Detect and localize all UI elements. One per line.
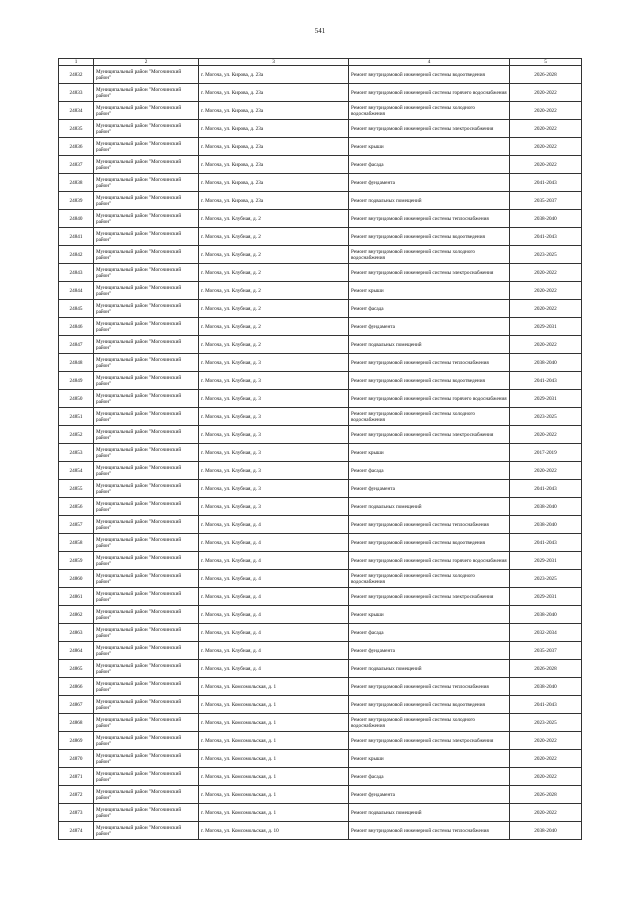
period-cell: 2020-2022 [510,138,582,156]
work-type-cell: Ремонт внутридомовой инженерной системы холодного водоснабжения [349,246,510,264]
address-cell: г. Могоча, ул. Кирова, д. 23а [199,156,349,174]
work-type-cell: Ремонт внутридомовой инженерной системы водоотведения [349,372,510,390]
address-cell: г. Могоча, ул. Клубная, д. 4 [199,516,349,534]
table-row [59,300,582,318]
municipality-cell: Муниципальный район "Могочинский район" [94,552,199,570]
municipality-cell: Муниципальный район "Могочинский район" [94,696,199,714]
municipality-cell: Муниципальный район "Могочинский район" [94,390,199,408]
period-cell: 2023-2025 [510,570,582,588]
municipality-cell: Муниципальный район "Могочинский район" [94,588,199,606]
period-cell: 2041-2043 [510,480,582,498]
row-id-cell: 24860 [59,570,94,588]
period-cell: 2020-2022 [510,426,582,444]
period-cell: 2038-2040 [510,822,582,840]
municipality-cell: Муниципальный район "Могочинский район" [94,426,199,444]
address-cell: г. Могоча, ул. Клубная, д. 2 [199,300,349,318]
period-cell: 2038-2040 [510,210,582,228]
work-type-cell: Ремонт внутридомовой инженерной системы горячего водоснабжения [349,552,510,570]
row-id-cell: 24855 [59,480,94,498]
period-cell: 2023-2025 [510,714,582,732]
work-type-cell: Ремонт крыши [349,606,510,624]
address-cell: г. Могоча, ул. Клубная, д. 3 [199,426,349,444]
municipality-cell: Муниципальный район "Могочинский район" [94,480,199,498]
municipality-cell: Муниципальный район "Могочинский район" [94,120,199,138]
table-row [59,678,582,696]
address-cell: г. Могоча, ул. Клубная, д. 3 [199,408,349,426]
period-cell: 2026-2028 [510,786,582,804]
table-row [59,750,582,768]
period-cell: 2020-2022 [510,804,582,822]
work-type-cell: Ремонт крыши [349,750,510,768]
row-id-cell: 24832 [59,66,94,84]
municipality-cell: Муниципальный район "Могочинский район" [94,264,199,282]
work-type-cell: Ремонт фасада [349,462,510,480]
table-row [59,822,582,840]
period-cell: 2020-2022 [510,264,582,282]
municipality-cell: Муниципальный район "Могочинский район" [94,156,199,174]
period-cell: 2041-2043 [510,228,582,246]
address-cell: г. Могоча, ул. Клубная, д. 4 [199,534,349,552]
table-row [59,444,582,462]
address-cell: г. Могоча, ул. Клубная, д. 3 [199,498,349,516]
municipality-cell: Муниципальный район "Могочинский район" [94,624,199,642]
address-cell: г. Могоча, ул. Комсомольская, д. 1 [199,786,349,804]
table-row [59,336,582,354]
address-cell: г. Могоча, ул. Клубная, д. 4 [199,570,349,588]
municipality-cell: Муниципальный район "Могочинский район" [94,498,199,516]
table-row [59,570,582,588]
address-cell: г. Могоча, ул. Клубная, д. 4 [199,624,349,642]
municipality-cell: Муниципальный район "Могочинский район" [94,192,199,210]
address-cell: г. Могоча, ул. Комсомольская, д. 10 [199,822,349,840]
row-id-cell: 24871 [59,768,94,786]
address-cell: г. Могоча, ул. Клубная, д. 2 [199,264,349,282]
table-row [59,372,582,390]
table-row [59,462,582,480]
municipality-cell: Муниципальный район "Могочинский район" [94,84,199,102]
row-id-cell: 24846 [59,318,94,336]
municipality-cell: Муниципальный район "Могочинский район" [94,822,199,840]
period-cell: 2032-2034 [510,624,582,642]
municipality-cell: Муниципальный район "Могочинский район" [94,732,199,750]
address-cell: г. Могоча, ул. Клубная, д. 3 [199,354,349,372]
municipality-cell: Муниципальный район "Могочинский район" [94,282,199,300]
work-type-cell: Ремонт фасада [349,768,510,786]
work-type-cell: Ремонт подвальных помещений [349,660,510,678]
municipality-cell: Муниципальный район "Могочинский район" [94,750,199,768]
work-type-cell: Ремонт внутридомовой инженерной системы теплоснабжения [349,354,510,372]
column-header-5: 5 [510,59,582,66]
row-id-cell: 24862 [59,606,94,624]
period-cell: 2026-2028 [510,660,582,678]
period-cell: 2029-2031 [510,390,582,408]
period-cell: 2029-2031 [510,588,582,606]
municipality-cell: Муниципальный район "Могочинский район" [94,66,199,84]
period-cell: 2029-2031 [510,318,582,336]
table-row [59,516,582,534]
municipality-cell: Муниципальный район "Могочинский район" [94,174,199,192]
period-cell: 2041-2043 [510,372,582,390]
period-cell: 2020-2022 [510,282,582,300]
work-type-cell: Ремонт внутридомовой инженерной системы электроснабжения [349,588,510,606]
municipality-cell: Муниципальный район "Могочинский район" [94,246,199,264]
row-id-cell: 24834 [59,102,94,120]
work-type-cell: Ремонт фундамента [349,642,510,660]
row-id-cell: 24859 [59,552,94,570]
work-type-cell: Ремонт фундамента [349,786,510,804]
address-cell: г. Могоча, ул. Клубная, д. 2 [199,318,349,336]
capital-repair-table [58,58,582,840]
period-cell: 2020-2022 [510,84,582,102]
work-type-cell: Ремонт внутридомовой инженерной системы водоотведения [349,696,510,714]
period-cell: 2041-2043 [510,174,582,192]
column-header-4: 4 [349,59,510,66]
table-row [59,390,582,408]
municipality-cell: Муниципальный район "Могочинский район" [94,606,199,624]
column-header-2: 2 [94,59,199,66]
address-cell: г. Могоча, ул. Кирова, д. 23а [199,138,349,156]
table-row [59,174,582,192]
municipality-cell: Муниципальный район "Могочинский район" [94,372,199,390]
row-id-cell: 24853 [59,444,94,462]
table-row [59,426,582,444]
address-cell: г. Могоча, ул. Комсомольская, д. 1 [199,804,349,822]
row-id-cell: 24849 [59,372,94,390]
work-type-cell: Ремонт внутридомовой инженерной системы теплоснабжения [349,210,510,228]
column-number-row [59,59,582,66]
address-cell: г. Могоча, ул. Клубная, д. 3 [199,390,349,408]
period-cell: 2035-2037 [510,642,582,660]
municipality-cell: Муниципальный район "Могочинский район" [94,804,199,822]
table-row [59,192,582,210]
table-row [59,498,582,516]
table-row [59,354,582,372]
table-row [59,624,582,642]
work-type-cell: Ремонт фундамента [349,480,510,498]
table-row [59,642,582,660]
work-type-cell: Ремонт внутридомовой инженерной системы холодного водоснабжения [349,408,510,426]
work-type-cell: Ремонт внутридомовой инженерной системы электроснабжения [349,732,510,750]
address-cell: г. Могоча, ул. Клубная, д. 2 [199,210,349,228]
period-cell: 2041-2043 [510,696,582,714]
municipality-cell: Муниципальный район "Могочинский район" [94,768,199,786]
period-cell: 2038-2040 [510,498,582,516]
address-cell: г. Могоча, ул. Клубная, д. 3 [199,480,349,498]
work-type-cell: Ремонт внутридомовой инженерной системы теплоснабжения [349,822,510,840]
work-type-cell: Ремонт внутридомовой инженерной системы водоотведения [349,228,510,246]
address-cell: г. Могоча, ул. Клубная, д. 4 [199,642,349,660]
table-row [59,228,582,246]
row-id-cell: 24840 [59,210,94,228]
address-cell: г. Могоча, ул. Клубная, д. 2 [199,336,349,354]
row-id-cell: 24841 [59,228,94,246]
work-type-cell: Ремонт внутридомовой инженерной системы теплоснабжения [349,516,510,534]
table-row [59,660,582,678]
work-type-cell: Ремонт внутридомовой инженерной системы водоотведения [349,534,510,552]
table-row [59,102,582,120]
row-id-cell: 24873 [59,804,94,822]
work-type-cell: Ремонт фасада [349,300,510,318]
table-row [59,210,582,228]
period-cell: 2020-2022 [510,768,582,786]
municipality-cell: Муниципальный район "Могочинский район" [94,642,199,660]
table-row [59,552,582,570]
row-id-cell: 24850 [59,390,94,408]
work-type-cell: Ремонт подвальных помещений [349,336,510,354]
address-cell: г. Могоча, ул. Клубная, д. 2 [199,282,349,300]
row-id-cell: 24870 [59,750,94,768]
address-cell: г. Могоча, ул. Клубная, д. 3 [199,372,349,390]
row-id-cell: 24835 [59,120,94,138]
period-cell: 2020-2022 [510,120,582,138]
period-cell: 2020-2022 [510,462,582,480]
table-row [59,120,582,138]
address-cell: г. Могоча, ул. Кирова, д. 23а [199,66,349,84]
work-type-cell: Ремонт внутридомовой инженерной системы холодного водоснабжения [349,570,510,588]
row-id-cell: 24838 [59,174,94,192]
period-cell: 2023-2025 [510,246,582,264]
work-type-cell: Ремонт внутридомовой инженерной системы горячего водоснабжения [349,84,510,102]
work-type-cell: Ремонт внутридомовой инженерной системы холодного водоснабжения [349,714,510,732]
row-id-cell: 24833 [59,84,94,102]
period-cell: 2038-2040 [510,516,582,534]
row-id-cell: 24852 [59,426,94,444]
period-cell: 2020-2022 [510,156,582,174]
table-body [59,66,582,840]
table-row [59,714,582,732]
address-cell: г. Могоча, ул. Клубная, д. 4 [199,588,349,606]
row-id-cell: 24842 [59,246,94,264]
municipality-cell: Муниципальный район "Могочинский район" [94,138,199,156]
column-header-3: 3 [199,59,349,66]
work-type-cell: Ремонт фасада [349,624,510,642]
period-cell: 2020-2022 [510,300,582,318]
period-cell: 2026-2028 [510,66,582,84]
table-row [59,84,582,102]
work-type-cell: Ремонт внутридомовой инженерной системы электроснабжения [349,426,510,444]
address-cell: г. Могоча, ул. Кирова, д. 23а [199,192,349,210]
row-id-cell: 24839 [59,192,94,210]
municipality-cell: Муниципальный район "Могочинский район" [94,408,199,426]
table-row [59,138,582,156]
municipality-cell: Муниципальный район "Могочинский район" [94,714,199,732]
period-cell: 2023-2025 [510,408,582,426]
address-cell: г. Могоча, ул. Клубная, д. 3 [199,462,349,480]
row-id-cell: 24847 [59,336,94,354]
row-id-cell: 24874 [59,822,94,840]
period-cell: 2020-2022 [510,750,582,768]
address-cell: г. Могоча, ул. Комсомольская, д. 1 [199,768,349,786]
municipality-cell: Муниципальный район "Могочинский район" [94,444,199,462]
table-row [59,318,582,336]
address-cell: г. Могоча, ул. Кирова, д. 23а [199,174,349,192]
row-id-cell: 24858 [59,534,94,552]
work-type-cell: Ремонт внутридомовой инженерной системы холодного водоснабжения [349,102,510,120]
address-cell: г. Могоча, ул. Кирова, д. 23а [199,102,349,120]
table-row [59,732,582,750]
table-row [59,282,582,300]
table-row [59,408,582,426]
period-cell: 2035-2037 [510,192,582,210]
work-type-cell: Ремонт внутридомовой инженерной системы водоотведения [349,66,510,84]
row-id-cell: 24868 [59,714,94,732]
municipality-cell: Муниципальный район "Могочинский район" [94,786,199,804]
work-type-cell: Ремонт фундамента [349,174,510,192]
municipality-cell: Муниципальный район "Могочинский район" [94,660,199,678]
municipality-cell: Муниципальный район "Могочинский район" [94,102,199,120]
work-type-cell: Ремонт внутридомовой инженерной системы электроснабжения [349,120,510,138]
table-header [59,59,582,66]
table-row [59,246,582,264]
municipality-cell: Муниципальный район "Могочинский район" [94,210,199,228]
table-row [59,156,582,174]
table-row [59,696,582,714]
address-cell: г. Могоча, ул. Кирова, д. 23а [199,120,349,138]
row-id-cell: 24863 [59,624,94,642]
address-cell: г. Могоча, ул. Комсомольская, д. 1 [199,678,349,696]
table-row [59,804,582,822]
page-number: 541 [314,27,326,35]
row-id-cell: 24872 [59,786,94,804]
row-id-cell: 24845 [59,300,94,318]
address-cell: г. Могоча, ул. Клубная, д. 3 [199,444,349,462]
work-type-cell: Ремонт фасада [349,156,510,174]
address-cell: г. Могоча, ул. Клубная, д. 4 [199,552,349,570]
municipality-cell: Муниципальный район "Могочинский район" [94,462,199,480]
table-row [59,480,582,498]
municipality-cell: Муниципальный район "Могочинский район" [94,336,199,354]
row-id-cell: 24836 [59,138,94,156]
table-row [59,606,582,624]
work-type-cell: Ремонт внутридомовой инженерной системы горячего водоснабжения [349,390,510,408]
row-id-cell: 24866 [59,678,94,696]
row-id-cell: 24848 [59,354,94,372]
address-cell: г. Могоча, ул. Клубная, д. 2 [199,228,349,246]
row-id-cell: 24867 [59,696,94,714]
table-row [59,768,582,786]
period-cell: 2038-2040 [510,354,582,372]
municipality-cell: Муниципальный район "Могочинский район" [94,516,199,534]
work-type-cell: Ремонт внутридомовой инженерной системы электроснабжения [349,264,510,282]
row-id-cell: 24837 [59,156,94,174]
address-cell: г. Могоча, ул. Комсомольская, д. 1 [199,714,349,732]
period-cell: 2020-2022 [510,102,582,120]
work-type-cell: Ремонт крыши [349,282,510,300]
work-type-cell: Ремонт внутридомовой инженерной системы теплоснабжения [349,678,510,696]
row-id-cell: 24864 [59,642,94,660]
table-row [59,786,582,804]
address-cell: г. Могоча, ул. Клубная, д. 4 [199,606,349,624]
period-cell: 2020-2022 [510,732,582,750]
municipality-cell: Муниципальный район "Могочинский район" [94,300,199,318]
table-row [59,66,582,84]
period-cell: 2038-2040 [510,678,582,696]
address-cell: г. Могоча, ул. Клубная, д. 2 [199,246,349,264]
period-cell: 2020-2022 [510,336,582,354]
work-type-cell: Ремонт подвальных помещений [349,192,510,210]
row-id-cell: 24854 [59,462,94,480]
table-row [59,534,582,552]
municipality-cell: Муниципальный район "Могочинский район" [94,228,199,246]
address-cell: г. Могоча, ул. Комсомольская, д. 1 [199,750,349,768]
address-cell: г. Могоча, ул. Кирова, д. 23а [199,84,349,102]
address-cell: г. Могоча, ул. Комсомольская, д. 1 [199,732,349,750]
row-id-cell: 24843 [59,264,94,282]
row-id-cell: 24865 [59,660,94,678]
row-id-cell: 24851 [59,408,94,426]
row-id-cell: 24869 [59,732,94,750]
period-cell: 2041-2043 [510,534,582,552]
period-cell: 2029-2031 [510,552,582,570]
municipality-cell: Муниципальный район "Могочинский район" [94,678,199,696]
work-type-cell: Ремонт крыши [349,444,510,462]
municipality-cell: Муниципальный район "Могочинский район" [94,534,199,552]
table-row [59,264,582,282]
municipality-cell: Муниципальный район "Могочинский район" [94,318,199,336]
period-cell: 2038-2040 [510,606,582,624]
address-cell: г. Могоча, ул. Комсомольская, д. 1 [199,696,349,714]
row-id-cell: 24861 [59,588,94,606]
row-id-cell: 24856 [59,498,94,516]
row-id-cell: 24844 [59,282,94,300]
address-cell: г. Могоча, ул. Клубная, д. 4 [199,660,349,678]
work-type-cell: Ремонт подвальных помещений [349,804,510,822]
column-header-1: 1 [59,59,94,66]
row-id-cell: 24857 [59,516,94,534]
work-type-cell: Ремонт подвальных помещений [349,498,510,516]
municipality-cell: Муниципальный район "Могочинский район" [94,570,199,588]
work-type-cell: Ремонт фундамента [349,318,510,336]
municipality-cell: Муниципальный район "Могочинский район" [94,354,199,372]
table-row [59,588,582,606]
work-type-cell: Ремонт крыши [349,138,510,156]
period-cell: 2017-2019 [510,444,582,462]
